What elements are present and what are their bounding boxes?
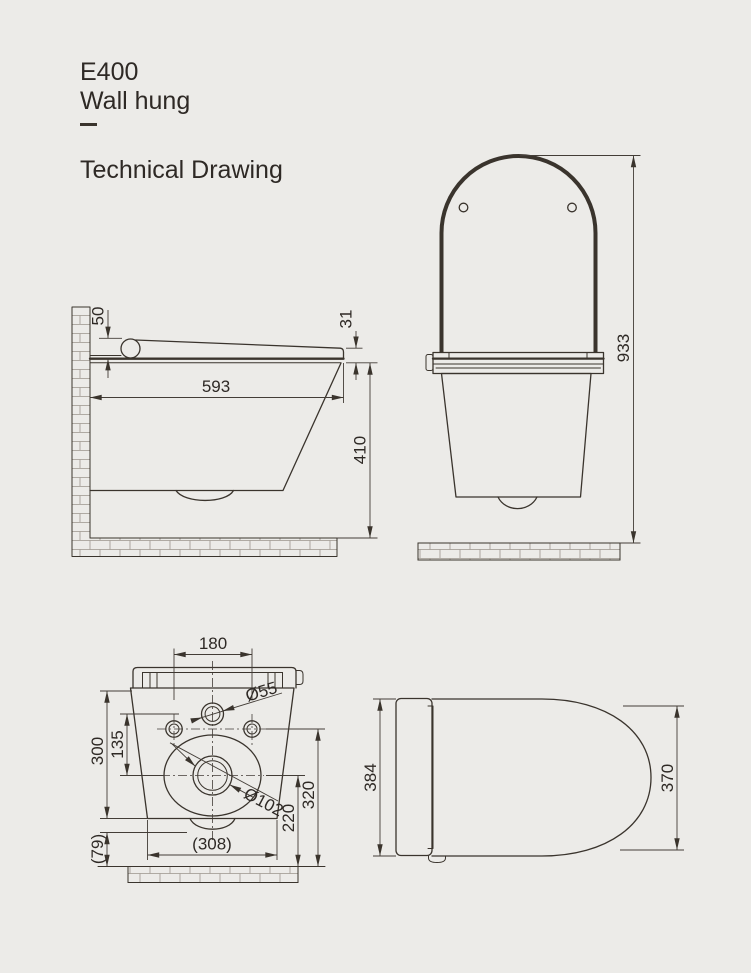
dim-drain-height: 220 bbox=[279, 803, 298, 833]
dim-inlet-diameter: Ø55 bbox=[243, 677, 280, 706]
dim-overall-width: 384 bbox=[361, 763, 380, 792]
seat-outline bbox=[432, 699, 651, 856]
drain-arc-front bbox=[498, 497, 537, 509]
tank-box bbox=[396, 699, 432, 856]
dim-body-height: 300 bbox=[88, 736, 107, 766]
bowl-front bbox=[442, 374, 592, 498]
lid-hole-left bbox=[459, 203, 468, 212]
dim-floor-clearance: (79) bbox=[88, 833, 107, 865]
rear-view bbox=[88, 634, 325, 883]
floor-hatch-front bbox=[418, 543, 620, 560]
dim-rim-edge: 31 bbox=[336, 309, 356, 329]
floor-hatch bbox=[90, 538, 337, 557]
floor-hatch-rear bbox=[128, 867, 298, 883]
drain-arc-side bbox=[176, 491, 234, 501]
dim-drain-diameter: Ø102 bbox=[240, 783, 287, 821]
seat-hinge bbox=[121, 339, 140, 358]
wall-hatch bbox=[72, 307, 90, 557]
dim-body-width: (308) bbox=[192, 834, 232, 854]
mount-type: Wall hung bbox=[80, 87, 191, 115]
dim-overall-depth: 593 bbox=[201, 377, 231, 396]
drawing-title: Technical Drawing bbox=[80, 155, 283, 184]
lid-open-band bbox=[442, 156, 596, 352]
dim-inlet-to-drain: 135 bbox=[108, 730, 127, 759]
bracket-cap bbox=[296, 671, 303, 685]
dim-hole-height: 320 bbox=[299, 780, 318, 810]
lid-profile bbox=[136, 340, 344, 358]
dim-hole-spacing: 180 bbox=[198, 634, 228, 653]
lid-hole-right bbox=[568, 203, 577, 212]
side-view bbox=[72, 307, 378, 557]
model-name: E400 bbox=[80, 58, 139, 86]
front-view bbox=[418, 156, 641, 561]
dim-overall-height: 933 bbox=[614, 333, 633, 363]
seat-hinge-tab bbox=[426, 355, 433, 371]
dim-seat-rise: 50 bbox=[88, 306, 108, 326]
top-view bbox=[361, 699, 684, 863]
dim-rim-to-floor: 410 bbox=[350, 435, 370, 465]
wall-floor-outline bbox=[72, 307, 337, 557]
hinge-bump bbox=[429, 856, 446, 863]
seat-bar bbox=[433, 353, 604, 374]
dim-bowl-width: 370 bbox=[658, 763, 677, 793]
